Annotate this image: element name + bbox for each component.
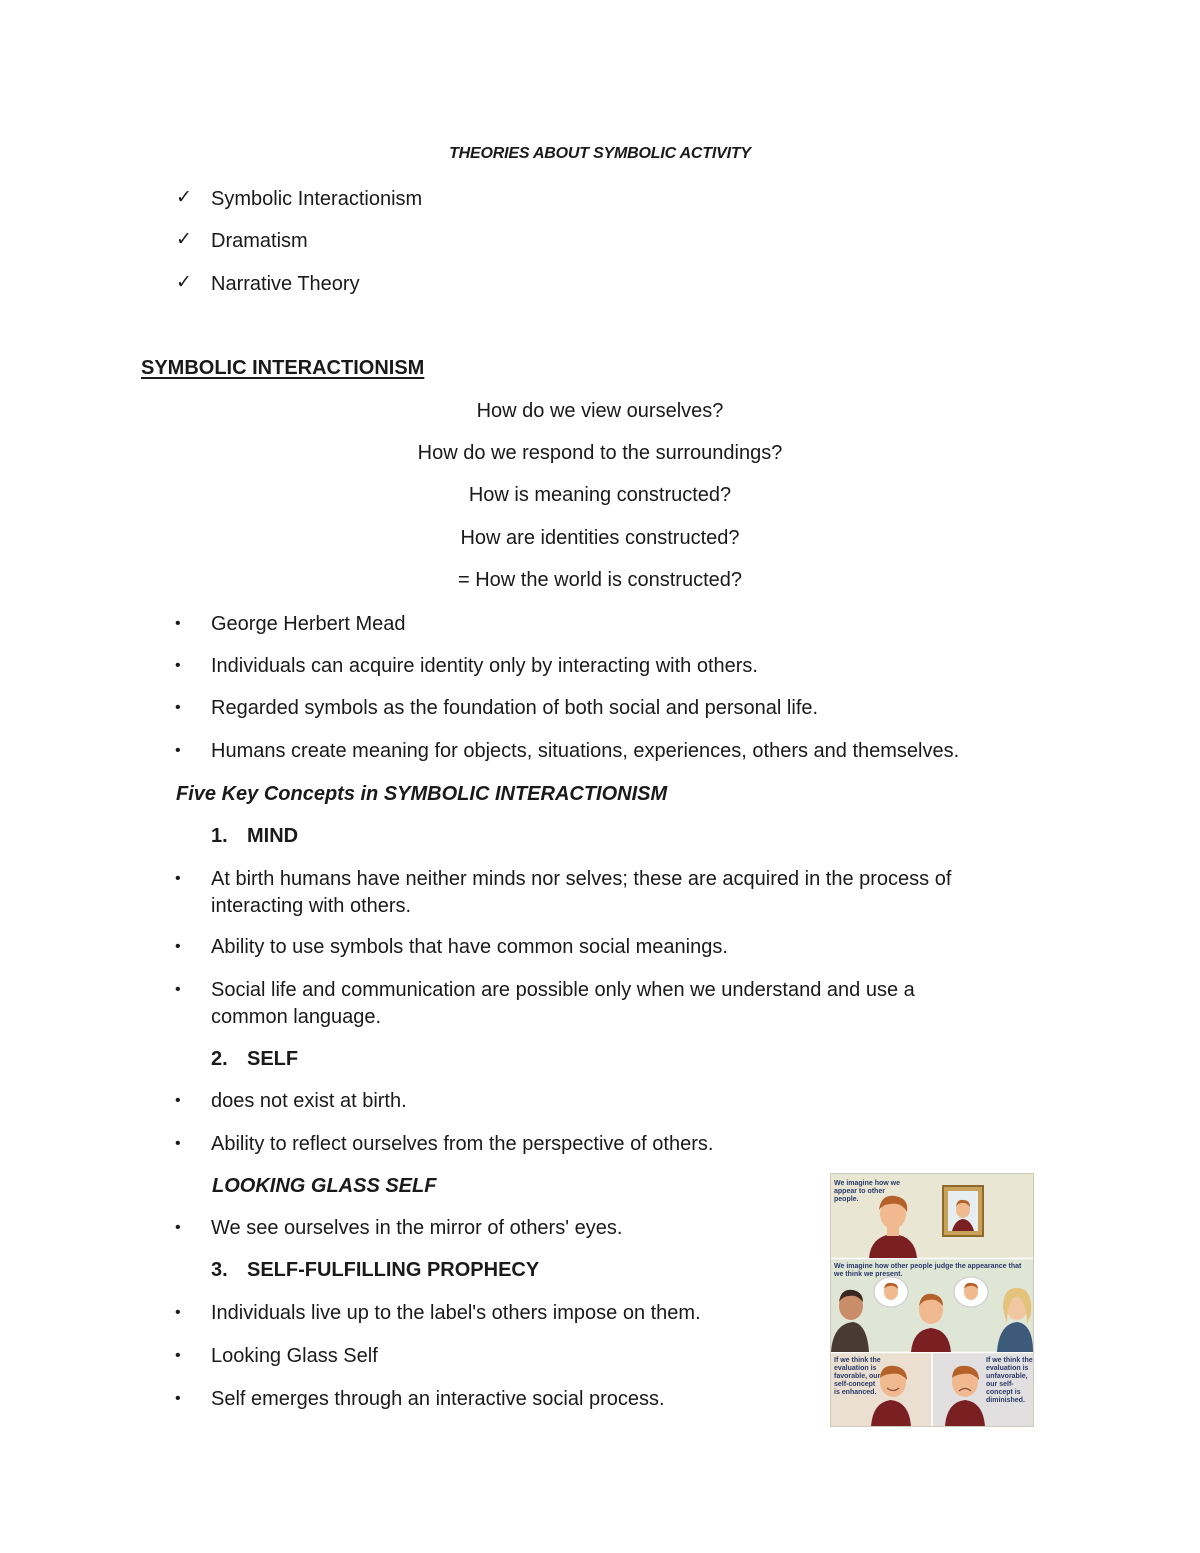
question-line: How are identities constructed?: [460, 527, 740, 549]
bullet-text: Regarded symbols as the foundation of both social and personal life.: [211, 697, 819, 719]
bullet-text: Looking Glass Self: [211, 1345, 378, 1367]
concept-number: 2.: [211, 1048, 228, 1070]
checkmark-icon: ✓: [176, 229, 192, 250]
bullet-icon: •: [175, 1135, 181, 1152]
question-line: = How the world is constructed?: [457, 569, 743, 591]
bullet-text: George Herbert Mead: [211, 613, 406, 635]
checklist-item: Symbolic Interactionism: [211, 188, 423, 210]
bullet-icon: •: [175, 981, 181, 998]
bullet-text: does not exist at birth.: [211, 1090, 407, 1112]
figure-caption-2b: we think we present.: [834, 1271, 903, 1278]
question-line: How do we respond to the surroundings?: [417, 442, 783, 464]
checkmark-icon: ✓: [176, 272, 192, 293]
figure-caption-2a: We imagine how other people judge the appearance that: [834, 1263, 1022, 1270]
document-title: THEORIES ABOUT SYMBOLIC ACTIVITY: [449, 145, 751, 162]
bullet-text: Humans create meaning for objects, situations, experiences, others and themselves.: [211, 740, 960, 762]
figure-caption-4c: unfavorable,: [986, 1373, 1028, 1380]
bullet-icon: •: [175, 870, 181, 887]
figure-caption-1a: We imagine how we: [834, 1180, 900, 1187]
bullet-text: We see ourselves in the mirror of others' eyes.: [211, 1217, 623, 1239]
concept-number: 1.: [211, 825, 228, 847]
checkmark-icon: ✓: [176, 187, 192, 208]
bullet-text: Ability to reflect ourselves from the perspective of others.: [211, 1133, 714, 1155]
bullet-icon: •: [175, 1092, 181, 1109]
question-line: How do we view ourselves?: [476, 400, 724, 422]
bullet-text: Individuals can acquire identity only by interacting with others.: [211, 655, 758, 677]
concept-number: 3.: [211, 1259, 228, 1281]
figure-caption-3d: self-concept: [834, 1381, 876, 1388]
bullet-text: Social life and communication are possible only when we understand and use a common language.: [211, 979, 915, 1028]
figure-caption-1b: appear to other: [834, 1188, 885, 1195]
bullet-icon: •: [175, 657, 181, 674]
checklist-item: Dramatism: [211, 230, 308, 252]
mirror-icon: [943, 1186, 983, 1236]
section-heading: SYMBOLIC INTERACTIONISM: [141, 357, 425, 379]
question-line: How is meaning constructed?: [468, 484, 732, 506]
concept-mind-label: MIND: [247, 825, 299, 847]
concept-prophecy-label: SELF-FULFILLING PROPHECY: [247, 1259, 540, 1281]
concept-self-label: SELF: [247, 1048, 299, 1070]
checklist-item: Narrative Theory: [211, 273, 360, 295]
bullet-text: At birth humans have neither minds nor selves; these are acquired in the process of interacting with others.: [211, 868, 952, 917]
figure-caption-4e: concept is: [986, 1389, 1021, 1396]
figure-caption-1c: people.: [834, 1196, 859, 1203]
figure-caption-4a: If we think the: [986, 1357, 1033, 1364]
bullet-text: Individuals live up to the label's others impose on them.: [211, 1302, 701, 1324]
bullet-text: Self emerges through an interactive social process.: [211, 1388, 665, 1410]
figure-caption-4b: evaluation is: [986, 1365, 1029, 1372]
bullet-text: Ability to use symbols that have common social meanings.: [211, 936, 728, 958]
bullet-icon: •: [175, 742, 181, 759]
bullet-icon: •: [175, 615, 181, 632]
bullet-icon: •: [175, 1390, 181, 1407]
figure-caption-4d: our self-: [986, 1381, 1014, 1388]
figure-caption-4f: diminished.: [986, 1397, 1025, 1404]
figure-caption-3c: favorable, our: [834, 1373, 881, 1380]
looking-glass-self-illustration: [830, 1173, 1034, 1427]
bullet-icon: •: [175, 938, 181, 955]
bullet-icon: •: [175, 1347, 181, 1364]
looking-glass-heading: LOOKING GLASS SELF: [212, 1175, 437, 1197]
bullet-icon: •: [175, 1304, 181, 1321]
key-concepts-heading: Five Key Concepts in SYMBOLIC INTERACTIONISM: [176, 783, 668, 805]
bullet-icon: •: [175, 699, 181, 716]
figure-caption-3a: If we think the: [834, 1357, 881, 1364]
figure-caption-3b: evaluation is: [834, 1365, 877, 1372]
bullet-icon: •: [175, 1219, 181, 1236]
figure-caption-3e: is enhanced.: [834, 1389, 877, 1396]
